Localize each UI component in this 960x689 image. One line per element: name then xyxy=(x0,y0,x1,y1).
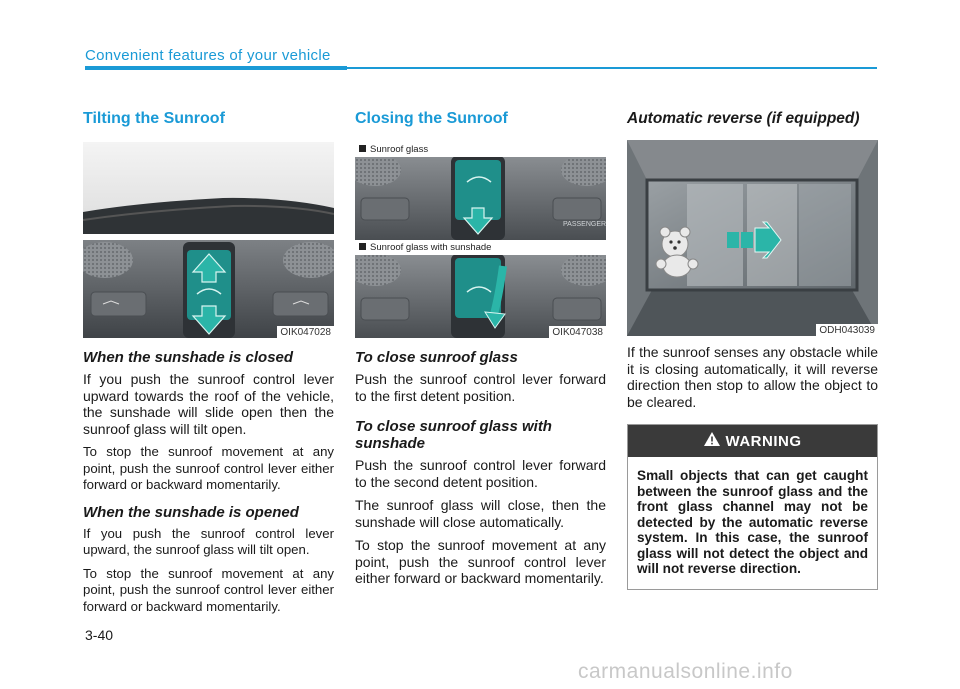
figure-code: ODH043039 xyxy=(816,324,878,336)
auto-reverse-para-1: If the sunroof senses any obstacle while it is closing automatically, it will reverse direction then stop to allow the object to be cleared. xyxy=(627,344,878,410)
warning-header xyxy=(628,425,877,457)
tilting-para-4: To stop the sunroof movement at any point, push the sunroof control lever either forward or backward momentarily. xyxy=(83,565,334,614)
tilting-para-1: If you push the sunroof control lever upward towards the roof of the vehicle, the sunshade will slide open then the sunroof glass will tilt open. xyxy=(83,371,334,437)
closing-para-4: To stop the sunroof movement at any point, push the sunroof control lever either forward or backward momentarily. xyxy=(355,537,606,586)
warning-text: Small objects that can get caught between the sunroof glass and the front glass channel may not be detected by the automatic reverse system. In this case, the sunroof glass will not detect the object and will not reverse direction. xyxy=(637,468,868,576)
tilting-illustration xyxy=(83,142,334,338)
figure-code: OIK047038 xyxy=(549,326,606,338)
caption-sunroof-sunshade xyxy=(355,240,606,255)
caption-bottom-text: Sunroof glass with sunshade xyxy=(370,242,492,253)
warning-box xyxy=(627,424,878,590)
closing-para-3: The sunroof glass will close, then the sunshade will close automatically. xyxy=(355,497,606,530)
caption-square-icon xyxy=(359,243,366,250)
section-title: Convenient features of your vehicle xyxy=(85,47,331,64)
header-rule xyxy=(347,67,877,69)
figure-code: OIK047028 xyxy=(277,326,334,338)
closing-para-2: Push the sunroof control lever forward to the second detent position. xyxy=(355,457,606,490)
watermark: carmanualsonline.info xyxy=(578,660,793,683)
caption-top-text: Sunroof glass xyxy=(370,144,429,155)
header-accent-bar xyxy=(85,66,347,70)
tilting-title: Tilting the Sunroof xyxy=(83,110,225,127)
auto-reverse-illustration xyxy=(627,140,878,336)
warning-triangle-icon xyxy=(704,432,720,450)
page-number: 3-40 xyxy=(85,627,114,643)
closing-sub-sunshade: To close sunroof glass with sunshade xyxy=(355,418,552,452)
column-tilting xyxy=(83,110,334,622)
svg-text:PASSENGER: PASSENGER xyxy=(563,221,606,228)
auto-reverse-title: Automatic reverse (if equipped) xyxy=(627,110,860,127)
tilting-sub-opened: When the sunshade is opened xyxy=(83,503,299,521)
closing-sub-glass: To close sunroof glass xyxy=(355,349,518,366)
closing-para-1: Push the sunroof control lever forward to the first detent position. xyxy=(355,371,606,404)
tilting-para-2: To stop the sunroof movement at any point, push the sunroof control lever either forward or backward momentarily. xyxy=(83,444,334,492)
column-auto-reverse xyxy=(627,110,878,590)
caption-square-icon xyxy=(359,145,366,152)
tilting-sub-closed: When the sunshade is closed xyxy=(83,349,294,366)
warning-title: WARNING xyxy=(725,432,802,450)
closing-title: Closing the Sunroof xyxy=(355,110,508,127)
tilting-figure xyxy=(83,142,334,338)
closing-figure xyxy=(355,142,606,338)
column-closing xyxy=(355,110,606,594)
auto-reverse-figure xyxy=(627,140,878,336)
tilting-para-3: If you push the sunroof control lever upward, the sunroof glass will tilt open. xyxy=(83,525,334,557)
caption-sunroof-glass xyxy=(355,142,606,157)
